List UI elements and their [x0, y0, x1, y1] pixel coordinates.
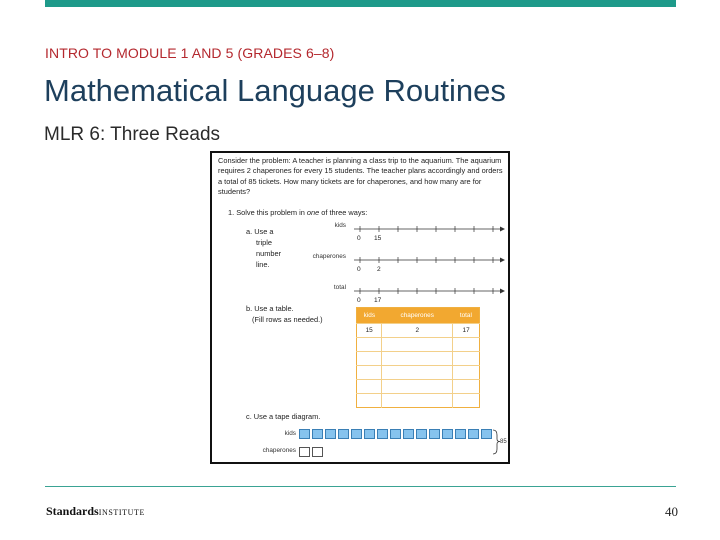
- logo-wordmark-bold: Standards: [46, 504, 99, 518]
- kids-tick-15: 15: [374, 235, 382, 242]
- part-a-line: number: [256, 249, 282, 258]
- number-line-kids: [354, 226, 505, 232]
- tape-cell-kids: [390, 429, 401, 439]
- total-tick-17: 17: [374, 297, 382, 304]
- tape-cell-kids: [377, 429, 388, 439]
- table-cell: [453, 366, 480, 380]
- tape-cell-kids: [416, 429, 427, 439]
- table-cell: 17: [453, 324, 480, 338]
- question-text-emphasis: one: [306, 208, 320, 217]
- table-cell: [382, 352, 453, 366]
- table-cell: [357, 380, 382, 394]
- tape-cell-chaperones: [299, 447, 310, 457]
- part-a-line: line.: [256, 260, 270, 269]
- tape-cell-kids: [455, 429, 466, 439]
- page-number: 40: [665, 504, 678, 519]
- tape-cell-kids: [403, 429, 414, 439]
- table-row: [357, 352, 480, 366]
- table-header-chaperones: chaperones: [382, 308, 453, 324]
- table-cell: [453, 352, 480, 366]
- tape-cell-kids: [442, 429, 453, 439]
- total-tick-0: 0: [357, 297, 361, 304]
- slide-title: Mathematical Language Routines: [44, 73, 506, 108]
- table-cell: [357, 366, 382, 380]
- module-eyebrow: INTRO TO MODULE 1 AND 5 (GRADES 6–8): [45, 45, 335, 61]
- table-cell: [357, 394, 382, 408]
- number-line-label-kids: kids: [334, 222, 346, 229]
- tape-cell-kids: [325, 429, 336, 439]
- tape-cell-kids: [429, 429, 440, 439]
- part-c-label: c. Use a tape diagram.: [246, 412, 321, 421]
- tape-cell-kids: [364, 429, 375, 439]
- table-row: [357, 324, 480, 338]
- kids-tick-0: 0: [357, 235, 361, 242]
- part-b-line: (Fill rows as needed.): [252, 314, 323, 324]
- table-header-row: [357, 308, 480, 324]
- tape-label-chaperones: chaperones: [262, 447, 296, 454]
- tape-cell-kids: [299, 429, 310, 439]
- footer-rule: [45, 486, 676, 487]
- tape-chaperones: [299, 447, 329, 459]
- table-cell: [382, 366, 453, 380]
- table-cell: [382, 380, 453, 394]
- table-cell: 15: [357, 324, 382, 338]
- table-cell: [357, 352, 382, 366]
- number-line-chaperones: [354, 257, 505, 263]
- tape-cell-kids: [351, 429, 362, 439]
- table-row: [357, 338, 480, 352]
- number-line-label-chaperones: chaperones: [312, 253, 346, 260]
- tape-label-kids: kids: [284, 430, 296, 437]
- question-1: [228, 208, 367, 217]
- standards-institute-logo: [46, 504, 145, 519]
- table-cell: [453, 338, 480, 352]
- table-cell: 2: [382, 324, 453, 338]
- number-line-total: [354, 288, 505, 294]
- question-text-post: of three ways:: [319, 208, 368, 217]
- chaperones-tick-2: 2: [377, 266, 381, 273]
- table-header-total: total: [453, 308, 480, 324]
- part-a-label: [246, 226, 281, 270]
- tape-cell-chaperones: [312, 447, 323, 457]
- problem-text: Consider the problem: A teacher is planning a class trip to the aquarium. The aquarium requires 2 chaperones for every 15 students. The teacher plans accordingly and orders a total of 85 tickets. How many tickets are for chaperones, and how many are for students?: [218, 156, 503, 197]
- logo-wordmark-small: INSTITUTE: [98, 508, 145, 517]
- table-cell: [453, 380, 480, 394]
- slide-subtitle: MLR 6: Three Reads: [44, 124, 221, 145]
- tape-cell-kids: [338, 429, 349, 439]
- table-row: [357, 394, 480, 408]
- worksheet-image: [210, 151, 510, 464]
- tape-cell-kids: [468, 429, 479, 439]
- part-b-line: b. Use a table.: [246, 304, 294, 313]
- table-row: [357, 380, 480, 394]
- chaperones-tick-0: 0: [357, 266, 361, 273]
- triple-number-line: [352, 221, 506, 303]
- question-text-pre: 1. Solve this problem in: [228, 208, 307, 217]
- table-cell: [382, 394, 453, 408]
- tape-cell-kids: [312, 429, 323, 439]
- tape-kids: [299, 429, 495, 441]
- table-cell: [453, 394, 480, 408]
- number-line-label-total: total: [333, 284, 346, 291]
- table-cell: [382, 338, 453, 352]
- table-row: [357, 366, 480, 380]
- ratio-table: [356, 307, 480, 408]
- part-a-line: triple: [256, 238, 273, 247]
- table-cell: [357, 338, 382, 352]
- part-a-line: a. Use a: [246, 227, 274, 236]
- table-header-kids: kids: [357, 308, 382, 324]
- part-b-label: [246, 304, 323, 325]
- tape-total-label: 85: [500, 439, 507, 445]
- top-accent-bar: [45, 0, 676, 7]
